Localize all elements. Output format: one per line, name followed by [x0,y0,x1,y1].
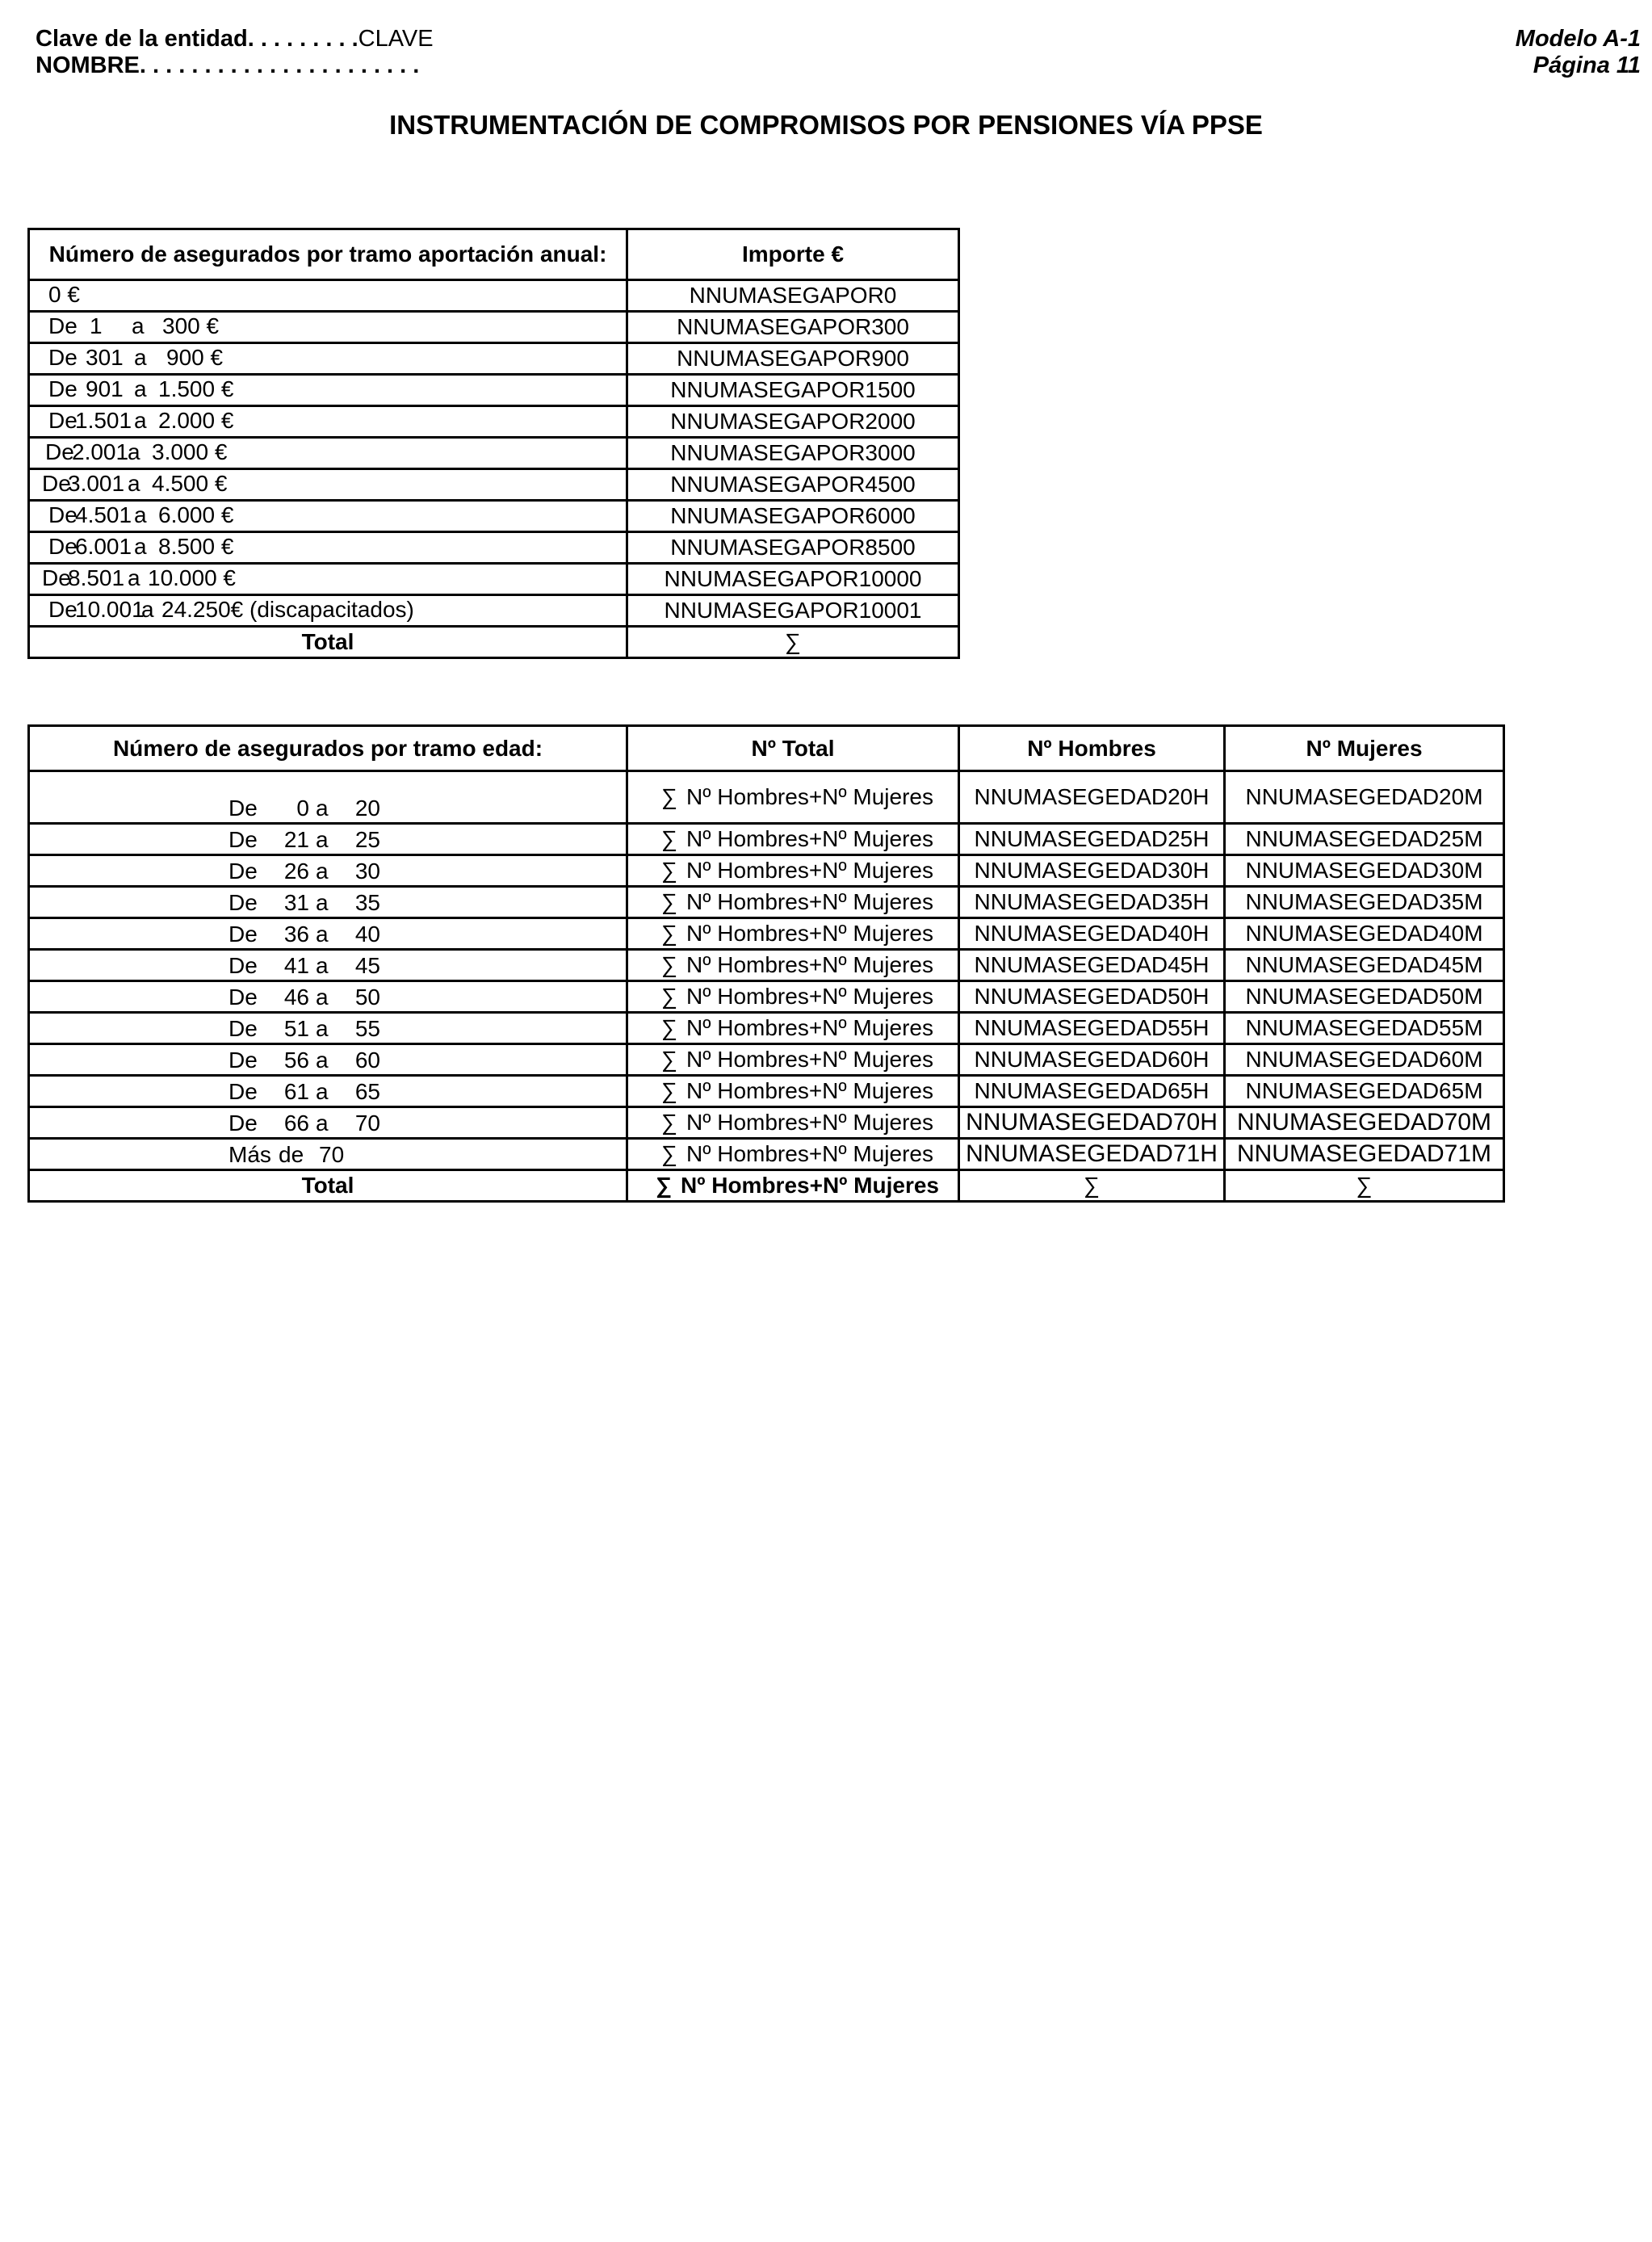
sum-formula: Nº Hombres+Nº Mujeres [686,984,933,1009]
amount-value: NNUMASEGAPOR300 [627,312,959,343]
age-part: 26 [283,859,309,884]
sum-symbol: ∑ [661,858,677,883]
women-count: NNUMASEGEDAD20M [1225,771,1504,824]
range-part: De [48,345,78,370]
entity-name-label: NOMBRE. . . . . . . . . . . . . . . . . . . . . . [36,52,420,78]
range-part: De [48,597,78,622]
total-formula [627,1170,959,1202]
range-part: a [128,439,140,464]
age-part: 55 [354,1016,380,1041]
age-part: a [316,1111,329,1136]
range-part: 1.500 € [158,376,234,401]
age-range [29,887,627,918]
range-part: a [128,565,140,590]
contribution-range [29,469,627,501]
total-formula [627,981,959,1013]
total-formula [627,950,959,981]
age-range [29,950,627,981]
amount-value: NNUMASEGAPOR4500 [627,469,959,501]
contribution-row [29,312,959,343]
sum-symbol: ∑ [661,1015,677,1040]
age-part: De [229,890,258,915]
range-part: 3.000 € [152,439,228,464]
age-part: a [316,1079,329,1104]
range-part: 0 € [48,282,80,307]
range-part: a [132,313,145,338]
age-part: De [229,953,258,978]
age-range [29,918,627,950]
total-count-header: Nº Total [627,726,959,771]
range-part: 2.001 [72,439,129,464]
range-part: 4.501 [75,502,132,527]
range-part: 1.501 [75,408,132,433]
contribution-total-row [29,627,959,658]
contribution-range [29,501,627,532]
age-row [29,1013,1504,1044]
women-count: NNUMASEGEDAD45M [1225,950,1504,981]
sum-symbol: ∑ [661,826,677,851]
total-formula [627,1044,959,1076]
range-part: 8.501 [68,565,125,590]
women-total: ∑ [1225,1170,1504,1202]
men-count: NNUMASEGEDAD35H [959,887,1225,918]
total-formula [627,1076,959,1107]
men-count: NNUMASEGEDAD25H [959,824,1225,855]
contribution-range [29,312,627,343]
sum-formula: Nº Hombres+Nº Mujeres [686,889,933,914]
document-title: INSTRUMENTACIÓN DE COMPROMISOS POR PENSIONES VÍA PPSE [389,110,1263,140]
age-part: a [316,922,329,947]
contribution-range [29,595,627,627]
range-part: De [45,439,74,464]
sum-formula: Nº Hombres+Nº Mujeres [686,1015,933,1040]
amount-value: NNUMASEGAPOR6000 [627,501,959,532]
sum-symbol: ∑ [661,952,677,977]
age-part: a [316,1048,329,1073]
age-table-header [29,726,1504,771]
entity-key-label: Clave de la entidad. . . . . . . . . [36,26,358,52]
age-part: a [316,827,329,852]
age-part: De [229,1048,258,1073]
contribution-row [29,438,959,469]
range-part: 10.000 € [148,565,236,590]
sum-symbol: ∑ [656,1173,672,1198]
women-count: NNUMASEGEDAD30M [1225,855,1504,887]
age-row [29,887,1504,918]
age-part: De [229,1016,258,1041]
age-row [29,918,1504,950]
total-label: Total [29,1170,627,1202]
amount-value: NNUMASEGAPOR3000 [627,438,959,469]
range-part: a [134,534,147,559]
contribution-range [29,438,627,469]
age-part: 56 [283,1048,309,1073]
total-label: Total [29,627,627,658]
age-part: De [229,859,258,884]
range-part: De [48,502,78,527]
range-part: 10.001 [75,597,145,622]
range-part: De [48,408,78,433]
age-row [29,824,1504,855]
total-formula [627,1139,959,1170]
men-count: NNUMASEGEDAD65H [959,1076,1225,1107]
age-row [29,855,1504,887]
age-part: De [229,827,258,852]
age-part: 61 [283,1079,309,1104]
age-part: 40 [354,922,380,947]
women-count: NNUMASEGEDAD71M [1225,1139,1504,1170]
age-part: 66 [283,1111,309,1136]
total-formula [627,1013,959,1044]
men-count: NNUMASEGEDAD55H [959,1013,1225,1044]
total-sum: ∑ [627,627,959,658]
contribution-table-header [29,229,959,280]
women-count-header: Nº Mujeres [1225,726,1504,771]
contribution-row [29,564,959,595]
age-part: 45 [354,953,380,978]
range-part: 3.001 [68,471,125,496]
age-row [29,1107,1504,1139]
age-part: De [229,922,258,947]
men-count: NNUMASEGEDAD71H [959,1139,1225,1170]
sum-formula: Nº Hombres+Nº Mujeres [686,1141,933,1166]
age-range [29,855,627,887]
range-part: a [134,408,147,433]
sum-formula: Nº Hombres+Nº Mujeres [686,784,933,809]
range-part: De [48,534,78,559]
model-label: Modelo A-1 [1515,26,1641,52]
age-part: 30 [354,859,380,884]
age-range-header: Número de asegurados por tramo edad: [29,726,627,771]
age-part: Más [229,1142,271,1167]
range-part: a [128,471,140,496]
age-range [29,1139,627,1170]
age-row [29,1076,1504,1107]
page-number: Página 11 [1533,52,1641,78]
age-part: 35 [354,890,380,915]
contribution-range [29,375,627,406]
women-count: NNUMASEGEDAD35M [1225,887,1504,918]
range-part: 301 [86,345,124,370]
age-range [29,1044,627,1076]
amount-header: Importe € [627,229,959,280]
women-count: NNUMASEGEDAD70M [1225,1107,1504,1139]
contribution-row [29,501,959,532]
sum-symbol: ∑ [661,984,677,1009]
women-count: NNUMASEGEDAD50M [1225,981,1504,1013]
age-row [29,950,1504,981]
age-row [29,1139,1504,1170]
age-part: 31 [283,890,309,915]
sum-formula: Nº Hombres+Nº Mujeres [686,921,933,946]
age-range [29,1013,627,1044]
sum-formula: Nº Hombres+Nº Mujeres [686,858,933,883]
age-part: 70 [319,1142,345,1167]
women-count: NNUMASEGEDAD60M [1225,1044,1504,1076]
contribution-row [29,469,959,501]
range-part: 6.000 € [158,502,234,527]
age-part: De [229,1079,258,1104]
amount-value: NNUMASEGAPOR8500 [627,532,959,564]
sum-formula: Nº Hombres+Nº Mujeres [681,1173,939,1198]
age-range [29,1076,627,1107]
sum-symbol: ∑ [661,784,677,809]
men-count: NNUMASEGEDAD50H [959,981,1225,1013]
men-count: NNUMASEGEDAD60H [959,1044,1225,1076]
women-count: NNUMASEGEDAD40M [1225,918,1504,950]
contribution-range [29,343,627,375]
total-formula [627,855,959,887]
age-part: de [279,1142,304,1167]
women-count: NNUMASEGEDAD25M [1225,824,1504,855]
range-part: De [42,471,71,496]
range-part: De [48,376,78,401]
age-part: 51 [283,1016,309,1041]
contribution-row [29,532,959,564]
age-part: a [316,859,329,884]
contribution-range [29,280,627,312]
contribution-row [29,406,959,438]
contribution-range [29,564,627,595]
range-part: 4.500 € [152,471,228,496]
age-part: 21 [283,827,309,852]
contribution-row [29,595,959,627]
total-formula [627,824,959,855]
sum-symbol: ∑ [661,921,677,946]
age-part: a [316,796,329,821]
range-part: 24.250€ (discapacitados) [161,597,414,622]
age-part: a [316,985,329,1010]
range-part: a [141,597,154,622]
age-part: 36 [283,922,309,947]
sum-symbol: ∑ [661,1141,677,1166]
range-part: 8.500 € [158,534,234,559]
age-range [29,824,627,855]
range-part: 2.000 € [158,408,234,433]
amount-value: NNUMASEGAPOR2000 [627,406,959,438]
entity-key-value: CLAVE [358,26,434,52]
women-count: NNUMASEGEDAD65M [1225,1076,1504,1107]
men-total: ∑ [959,1170,1225,1202]
range-part: 900 € [166,345,224,370]
age-total-row [29,1170,1504,1202]
amount-value: NNUMASEGAPOR10000 [627,564,959,595]
age-part: 0 [296,796,309,821]
age-row [29,1044,1504,1076]
amount-value: NNUMASEGAPOR10001 [627,595,959,627]
range-part: De [42,565,71,590]
age-range [29,981,627,1013]
range-part: a [134,502,147,527]
total-formula [627,771,959,824]
age-range [29,1107,627,1139]
range-part: De [48,313,78,338]
age-part: 65 [354,1079,380,1104]
age-part: a [316,953,329,978]
contribution-range [29,532,627,564]
sum-formula: Nº Hombres+Nº Mujeres [686,1047,933,1072]
amount-value: NNUMASEGAPOR0 [627,280,959,312]
age-part: 46 [283,985,309,1010]
total-formula [627,918,959,950]
range-part: a [134,376,147,401]
contribution-table [27,228,960,659]
sum-symbol: ∑ [661,1047,677,1072]
women-count: NNUMASEGEDAD55M [1225,1013,1504,1044]
men-count-header: Nº Hombres [959,726,1225,771]
age-part: 25 [354,827,380,852]
sum-formula: Nº Hombres+Nº Mujeres [686,952,933,977]
total-formula [627,1107,959,1139]
men-count: NNUMASEGEDAD20H [959,771,1225,824]
amount-value: NNUMASEGAPOR1500 [627,375,959,406]
contribution-row [29,280,959,312]
age-part: 41 [283,953,309,978]
men-count: NNUMASEGEDAD70H [959,1107,1225,1139]
range-part: 901 [86,376,124,401]
men-count: NNUMASEGEDAD40H [959,918,1225,950]
contribution-row [29,343,959,375]
age-part: a [316,890,329,915]
age-part: De [229,985,258,1010]
range-part: a [134,345,147,370]
age-part: 20 [354,796,380,821]
men-count: NNUMASEGEDAD45H [959,950,1225,981]
men-count: NNUMASEGEDAD30H [959,855,1225,887]
model-header [1516,26,1641,79]
age-row [29,771,1504,824]
contribution-row [29,375,959,406]
sum-formula: Nº Hombres+Nº Mujeres [686,1078,933,1103]
age-part: 50 [354,985,380,1010]
range-part: 6.001 [75,534,132,559]
age-row [29,981,1504,1013]
age-part: De [229,796,258,821]
age-part: a [316,1016,329,1041]
sum-formula: Nº Hombres+Nº Mujeres [686,826,933,851]
total-formula [627,887,959,918]
sum-symbol: ∑ [661,1078,677,1103]
age-part: 60 [354,1048,380,1073]
sum-symbol: ∑ [661,889,677,914]
age-range [29,771,627,824]
age-table [27,724,1505,1203]
sum-symbol: ∑ [661,1110,677,1135]
entity-header [36,26,434,79]
amount-value: NNUMASEGAPOR900 [627,343,959,375]
age-part: 70 [354,1111,380,1136]
contribution-range [29,406,627,438]
range-part: 1 [90,313,103,338]
entity-key-line [36,26,434,52]
range-part: 300 € [162,313,220,338]
sum-formula: Nº Hombres+Nº Mujeres [686,1110,933,1135]
contribution-range-header: Número de asegurados por tramo aportación anual: [29,229,627,280]
age-part: De [229,1111,258,1136]
